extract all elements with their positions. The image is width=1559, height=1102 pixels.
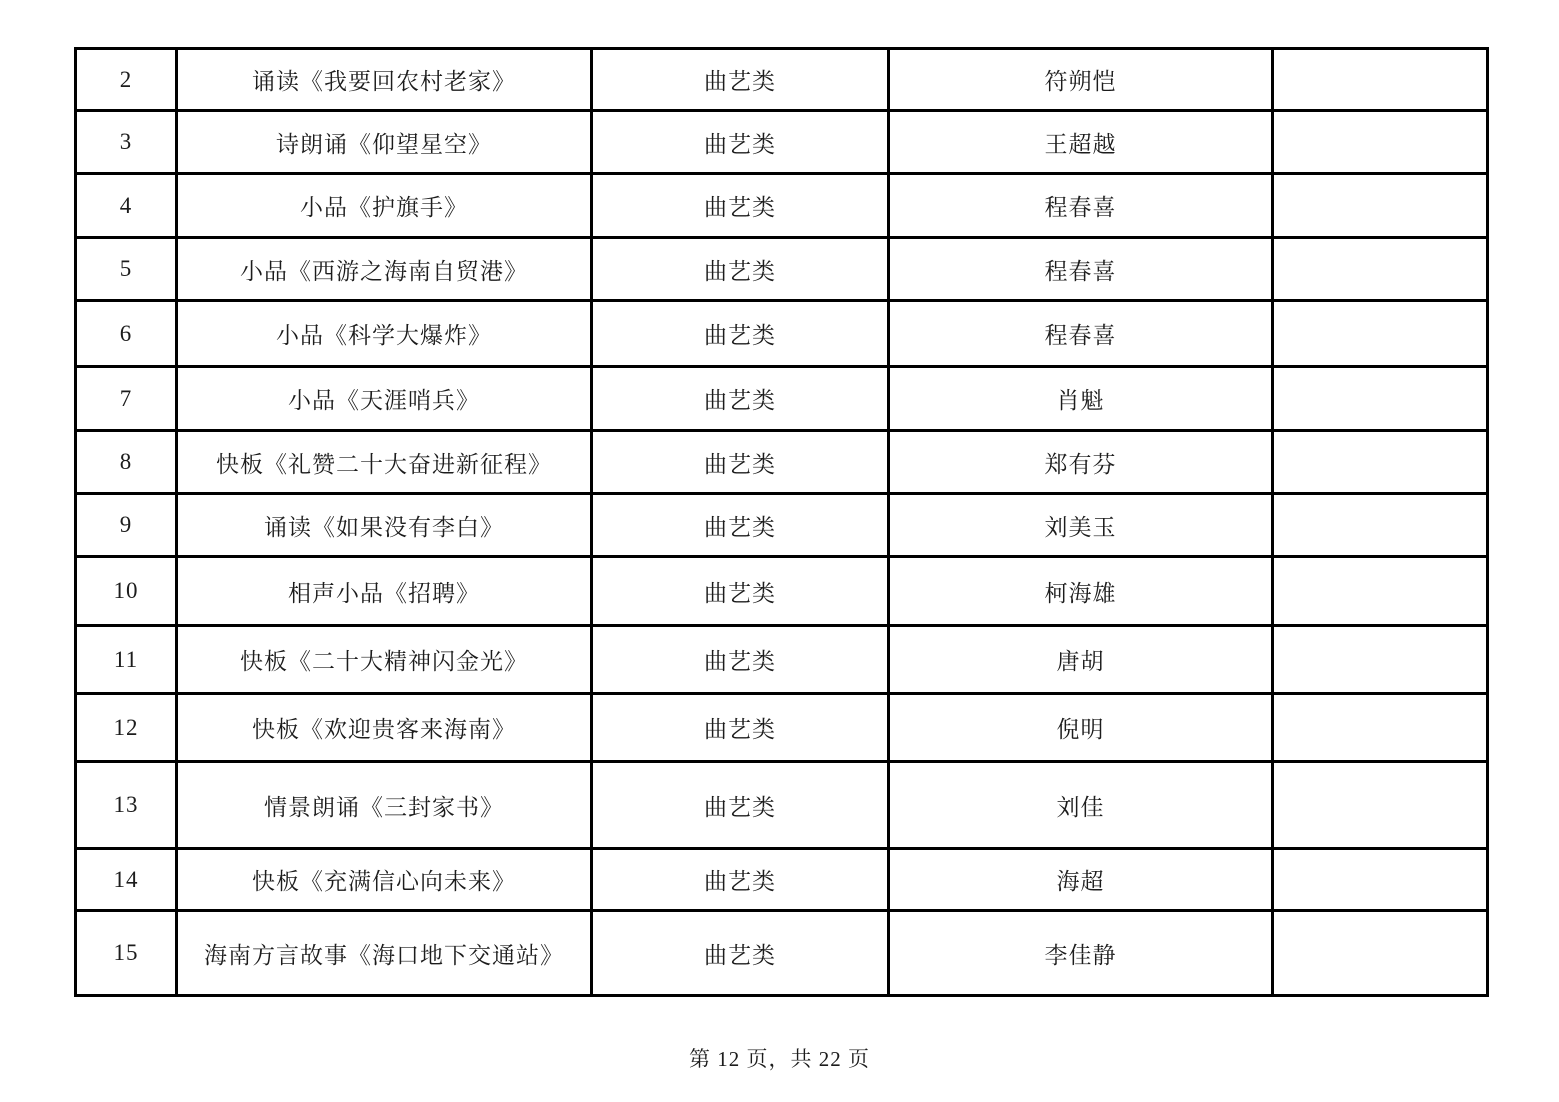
title-cell: 快板《二十大精神闪金光》 [177, 626, 592, 694]
category-cell: 曲艺类 [592, 111, 889, 174]
name-cell: 程春喜 [889, 301, 1273, 367]
title-cell: 海南方言故事《海口地下交通站》 [177, 911, 592, 996]
table-row [76, 111, 1488, 174]
empty-cell [1273, 301, 1488, 367]
table-row [76, 557, 1488, 626]
title-cell: 诗朗诵《仰望星空》 [177, 111, 592, 174]
category-cell: 曲艺类 [592, 911, 889, 996]
category-cell: 曲艺类 [592, 431, 889, 494]
name-cell: 唐胡 [889, 626, 1273, 694]
name-cell: 符朔恺 [889, 49, 1273, 111]
category-cell: 曲艺类 [592, 301, 889, 367]
index-cell: 15 [76, 911, 177, 996]
empty-cell [1273, 911, 1488, 996]
name-cell: 程春喜 [889, 174, 1273, 238]
table-row [76, 762, 1488, 849]
title-cell: 小品《科学大爆炸》 [177, 301, 592, 367]
empty-cell [1273, 494, 1488, 557]
category-cell: 曲艺类 [592, 49, 889, 111]
title-cell: 快板《礼赞二十大奋进新征程》 [177, 431, 592, 494]
table-row [76, 367, 1488, 431]
category-cell: 曲艺类 [592, 626, 889, 694]
table-row [76, 626, 1488, 694]
empty-cell [1273, 431, 1488, 494]
index-cell: 5 [76, 238, 177, 301]
table-row [76, 694, 1488, 762]
name-cell: 王超越 [889, 111, 1273, 174]
category-cell: 曲艺类 [592, 238, 889, 301]
index-cell: 11 [76, 626, 177, 694]
category-cell: 曲艺类 [592, 557, 889, 626]
name-cell: 柯海雄 [889, 557, 1273, 626]
name-cell: 郑有芬 [889, 431, 1273, 494]
category-cell: 曲艺类 [592, 849, 889, 911]
index-cell: 7 [76, 367, 177, 431]
category-cell: 曲艺类 [592, 494, 889, 557]
name-cell: 倪明 [889, 694, 1273, 762]
empty-cell [1273, 111, 1488, 174]
name-cell: 刘佳 [889, 762, 1273, 849]
table-row [76, 49, 1488, 111]
index-cell: 4 [76, 174, 177, 238]
table-row [76, 431, 1488, 494]
title-cell: 相声小品《招聘》 [177, 557, 592, 626]
empty-cell [1273, 238, 1488, 301]
title-cell: 快板《充满信心向未来》 [177, 849, 592, 911]
index-cell: 10 [76, 557, 177, 626]
title-cell: 情景朗诵《三封家书》 [177, 762, 592, 849]
title-cell: 快板《欢迎贵客来海南》 [177, 694, 592, 762]
index-cell: 14 [76, 849, 177, 911]
category-cell: 曲艺类 [592, 174, 889, 238]
empty-cell [1273, 694, 1488, 762]
empty-cell [1273, 367, 1488, 431]
title-cell: 小品《天涯哨兵》 [177, 367, 592, 431]
empty-cell [1273, 849, 1488, 911]
table-row [76, 849, 1488, 911]
name-cell: 刘美玉 [889, 494, 1273, 557]
empty-cell [1273, 557, 1488, 626]
table-row [76, 238, 1488, 301]
category-cell: 曲艺类 [592, 762, 889, 849]
empty-cell [1273, 762, 1488, 849]
index-cell: 2 [76, 49, 177, 111]
index-cell: 3 [76, 111, 177, 174]
table-row [76, 301, 1488, 367]
empty-cell [1273, 174, 1488, 238]
index-cell: 13 [76, 762, 177, 849]
name-cell: 李佳静 [889, 911, 1273, 996]
empty-cell [1273, 49, 1488, 111]
category-cell: 曲艺类 [592, 367, 889, 431]
index-cell: 9 [76, 494, 177, 557]
table-row [76, 494, 1488, 557]
title-cell: 诵读《如果没有李白》 [177, 494, 592, 557]
title-cell: 小品《西游之海南自贸港》 [177, 238, 592, 301]
title-cell: 小品《护旗手》 [177, 174, 592, 238]
index-cell: 8 [76, 431, 177, 494]
table-row [76, 174, 1488, 238]
table-row [76, 911, 1488, 996]
name-cell: 海超 [889, 849, 1273, 911]
name-cell: 程春喜 [889, 238, 1273, 301]
page-number-footer: 第 12 页，共 22 页 [689, 1047, 870, 1071]
index-cell: 6 [76, 301, 177, 367]
program-list-table [74, 47, 1489, 997]
category-cell: 曲艺类 [592, 694, 889, 762]
index-cell: 12 [76, 694, 177, 762]
title-cell: 诵读《我要回农村老家》 [177, 49, 592, 111]
empty-cell [1273, 626, 1488, 694]
name-cell: 肖魁 [889, 367, 1273, 431]
